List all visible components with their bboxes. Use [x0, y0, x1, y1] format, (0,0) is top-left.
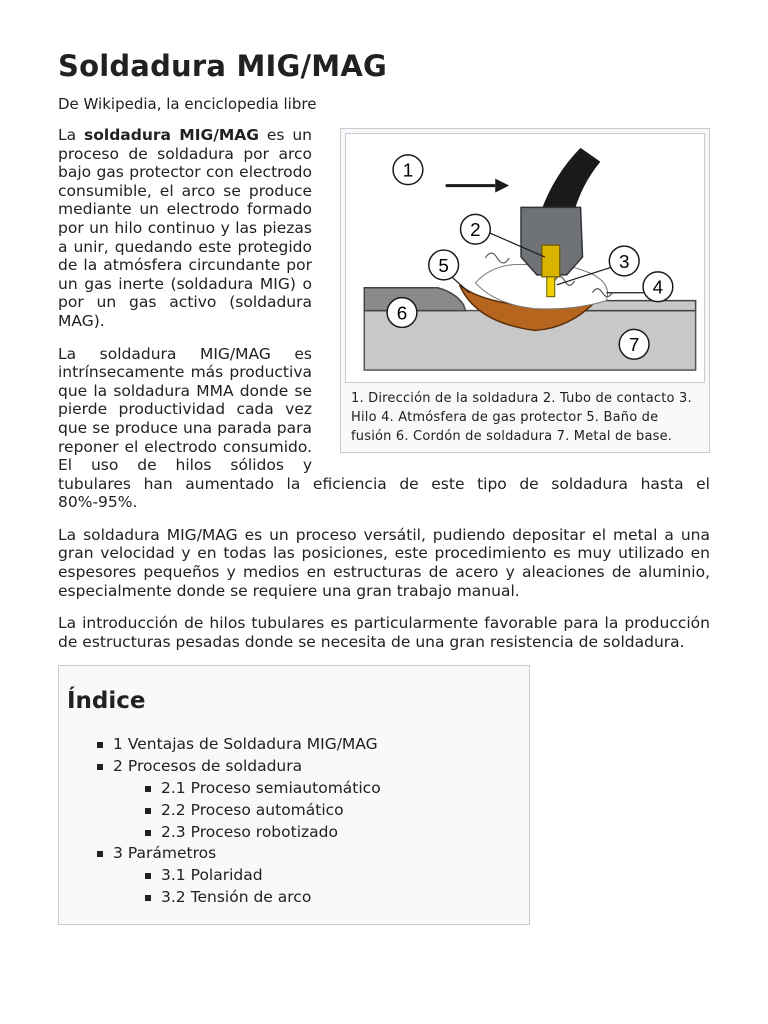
- label-6: 6: [396, 302, 408, 324]
- label-1: 1: [402, 159, 414, 181]
- welding-figure: [340, 128, 710, 453]
- toc-item[interactable]: [67, 822, 521, 844]
- toc-item-text: Proceso semiautomático: [190, 779, 381, 798]
- wire-shape: [547, 277, 555, 297]
- label-2: 2: [470, 219, 481, 241]
- paragraph-3: La soldadura MIG/MAG es un proceso versátil, pudiendo depositar el metal a una gran velocidad y en todas las posiciones, este procedimiento es muy utilizado en espesores pequeños y medios en estructuras de acero y aleaciones de aluminio, especialmente donde se requiere una gran trabajo manual.: [58, 525, 710, 600]
- toc-item[interactable]: [67, 778, 521, 800]
- toc-item[interactable]: [67, 756, 521, 778]
- toc-item-number: 2.3: [161, 822, 186, 841]
- gas-swirl-1: [485, 253, 509, 263]
- toc-item-number: 1: [113, 735, 123, 754]
- label-circle-1: [393, 155, 423, 185]
- toc-item[interactable]: [67, 800, 521, 822]
- toc-item-text: Ventajas de Soldadura MIG/MAG: [127, 735, 378, 754]
- toc-heading: Índice: [67, 688, 146, 715]
- intro-bold-term: soldadura MIG/MAG: [84, 126, 260, 144]
- toc-item-number: 2.1: [161, 779, 186, 798]
- toc-item-number: 2.2: [161, 800, 186, 819]
- paragraph-2: La soldadura MIG/MAG es intrínsecamente más productiva que la soldadura MMA donde se pierde productividad cada vez que se produce una parada para reponer el electrodo consumido. El uso de hilos sólidos y tubulares han aumentado la eficiencia de este tipo de soldadura hasta el 80%-95%.: [58, 344, 710, 512]
- label-circle-4: [643, 272, 673, 302]
- toc-item[interactable]: [67, 887, 521, 909]
- page-title: Soldadura MIG/MAG: [58, 49, 387, 83]
- label-circle-5: [429, 250, 459, 280]
- toc-item-number: 2: [113, 757, 123, 776]
- toc-item-text: Proceso automático: [190, 800, 344, 819]
- intro-pre: La: [58, 126, 84, 144]
- contact-tube-shape: [542, 245, 560, 277]
- label-circle-2: [461, 214, 491, 244]
- toc-item[interactable]: [67, 843, 521, 865]
- table-of-contents: [58, 665, 530, 925]
- direction-arrow-head: [495, 179, 509, 193]
- toc-item[interactable]: [67, 865, 521, 887]
- page-subtitle: De Wikipedia, la enciclopedia libre: [58, 95, 317, 113]
- toc-item-text: Parámetros: [127, 844, 217, 863]
- toc-item[interactable]: [67, 734, 521, 756]
- paragraph-4: La introducción de hilos tubulares es particularmente favorable para la producción de estructuras pesadas donde se necesita de una gran resistencia de soldadura.: [58, 614, 710, 651]
- label-4: 4: [652, 276, 664, 298]
- toc-list: [67, 734, 521, 908]
- toc-item-text: Tensión de arco: [190, 888, 312, 907]
- label-3: 3: [618, 250, 630, 272]
- label-circle-3: [609, 246, 639, 276]
- toc-item-number: 3: [113, 844, 123, 863]
- toc-item-number: 3.2: [161, 888, 186, 907]
- toc-item-text: Polaridad: [190, 866, 263, 885]
- article: [58, 46, 710, 925]
- label-5: 5: [438, 254, 449, 276]
- leader-line-5: [452, 277, 470, 293]
- figure-caption: 1. Dirección de la soldadura 2. Tubo de contacto 3. Hilo 4. Atmósfera de gas protector 5. Baño de fusión 6. Cordón de soldadura 7. Metal de base.: [351, 391, 692, 444]
- label-circle-6: [387, 298, 417, 328]
- toc-item-text: Procesos de soldadura: [127, 757, 303, 776]
- toc-item-text: Proceso robotizado: [190, 822, 338, 841]
- welding-diagram: [345, 133, 705, 383]
- toc-item-number: 3.1: [161, 866, 186, 885]
- label-7: 7: [628, 334, 640, 356]
- label-circle-7: [619, 329, 649, 359]
- intro-post: es un proceso de soldadura por arco bajo gas protector con electrodo consumible, el arco se produce mediante un electrodo formado por un hilo continuo y las piezas a unir, quedando este protegido de la atmósfera circundante por un gas inerte (soldadura MIG) o por un gas activo (soldadura MAG).: [58, 126, 313, 330]
